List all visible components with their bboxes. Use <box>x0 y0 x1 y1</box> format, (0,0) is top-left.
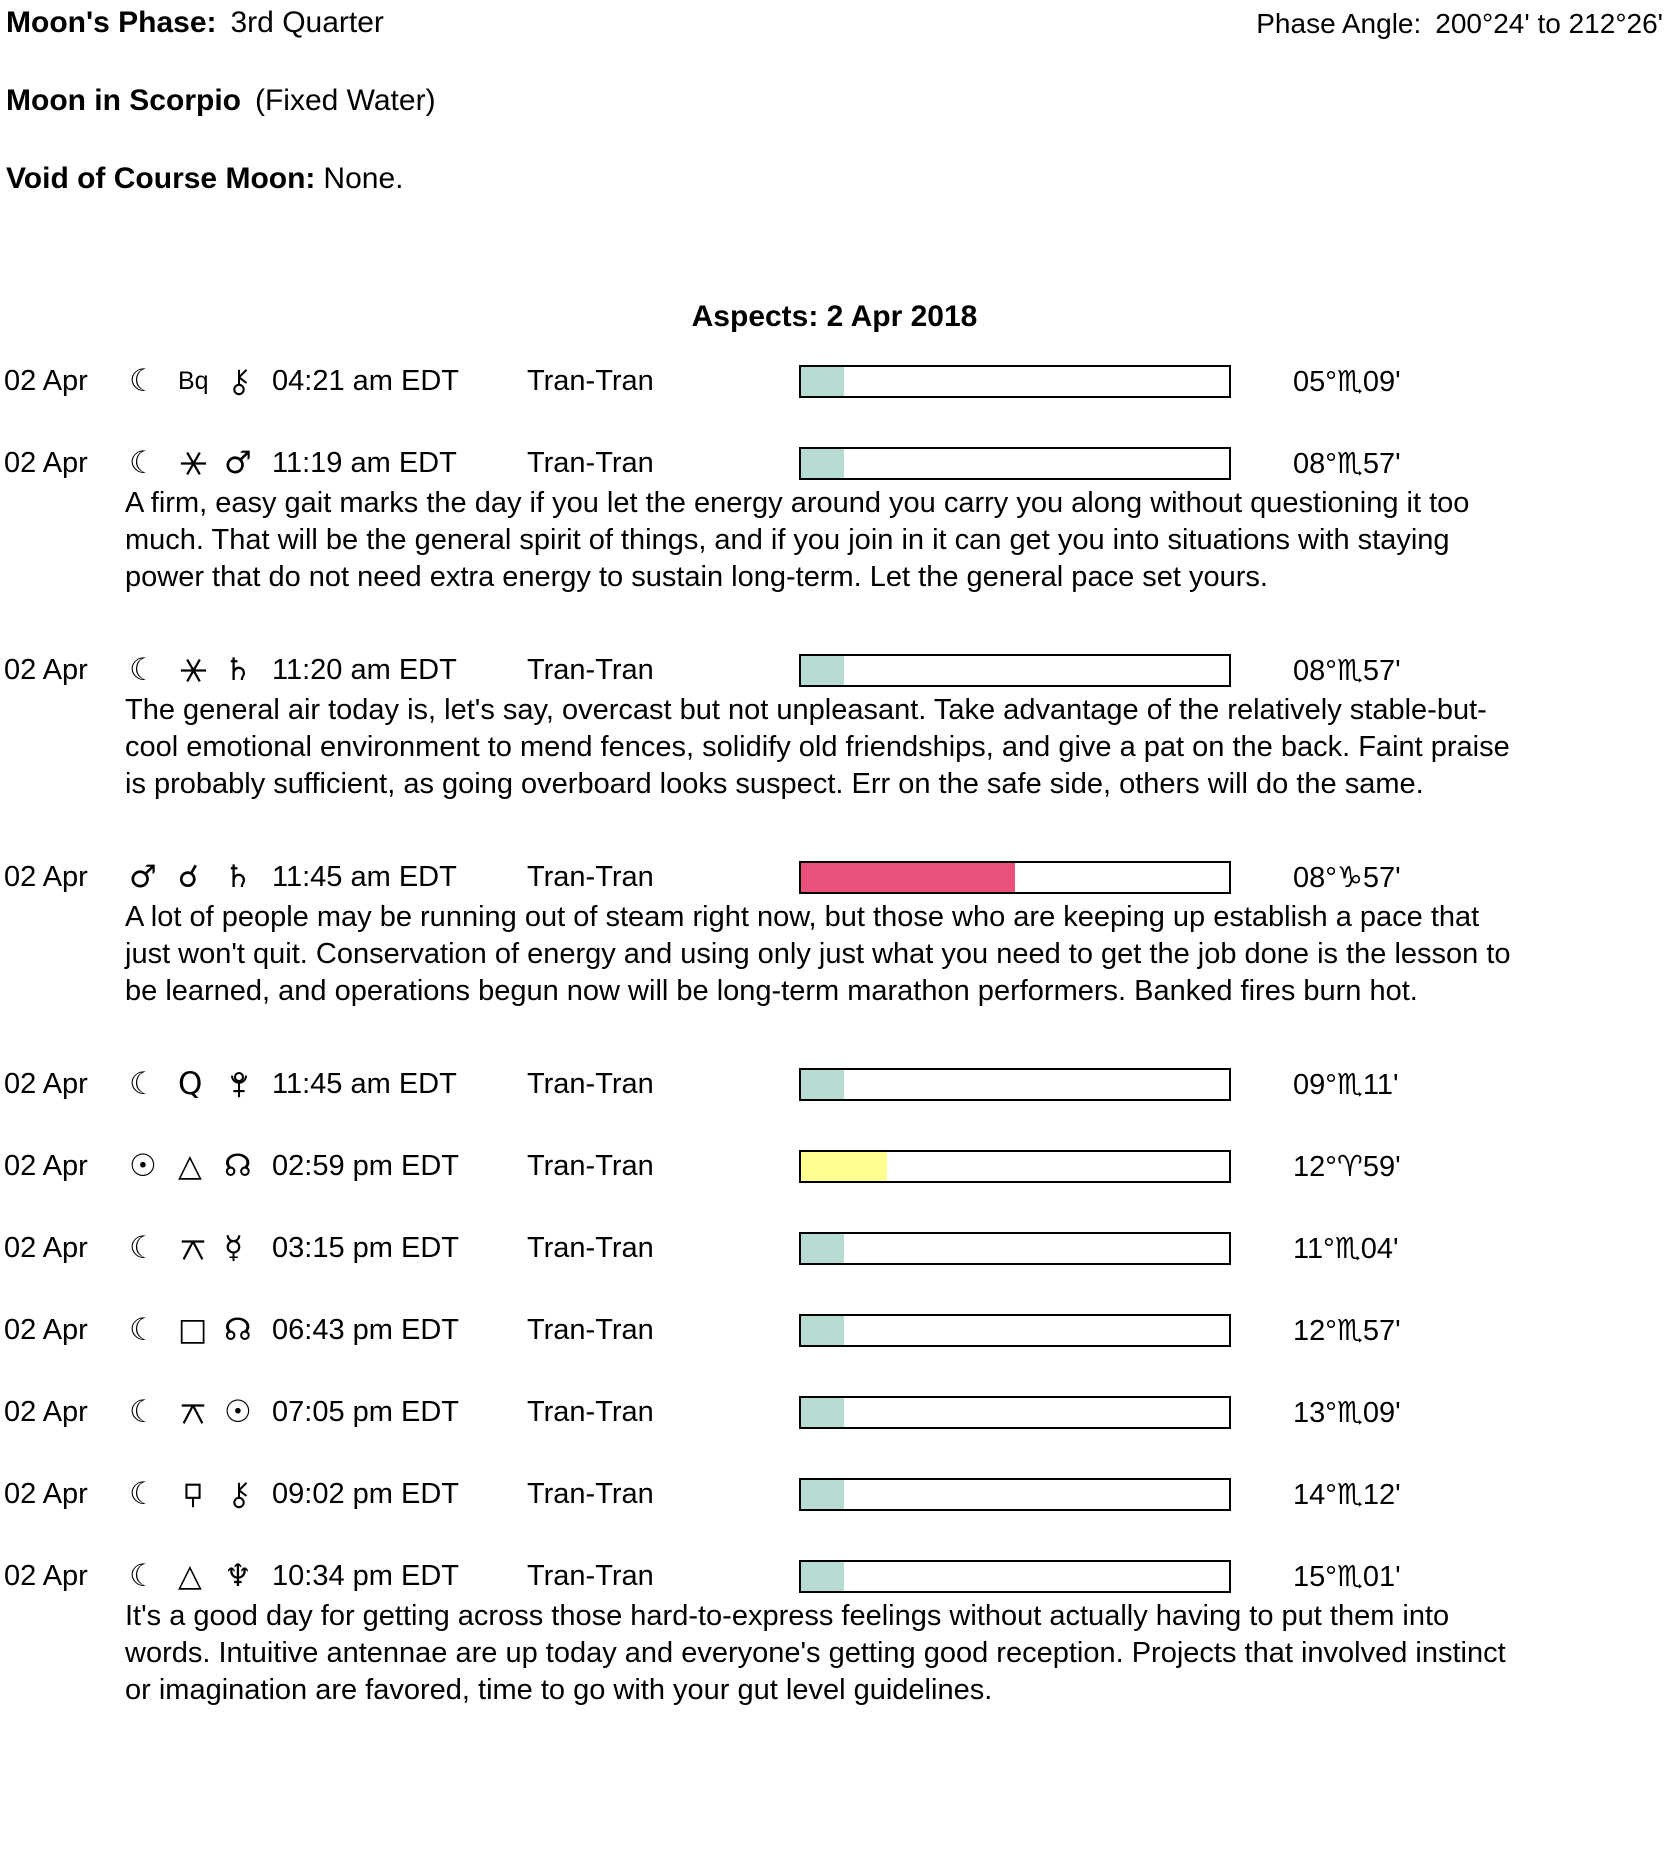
aspect-row <box>0 1476 1669 1512</box>
scorpio-icon: ♏ <box>1336 445 1363 480</box>
orb-progress-bar <box>799 365 1231 398</box>
sun-icon: ☉ <box>129 1147 157 1184</box>
aspect-time: 11:45 am EDT <box>272 1067 457 1100</box>
square-icon: □ <box>178 1311 208 1348</box>
position-minutes: 57' <box>1362 447 1401 480</box>
moon-icon: ☾ <box>129 1311 157 1348</box>
position-degrees: 12° <box>1293 1314 1337 1347</box>
orb-progress-bar <box>799 1478 1231 1511</box>
aspect-row <box>0 1230 1669 1266</box>
aspect-interpretation-text: A firm, easy gait marks the day if you let the energy around you carry you along without questioning it too much. That will be the general spirit of things, and if you join in it can get you into situations with staying power that do not need extra energy to sustain long-term. Let the general pace set yours. <box>125 487 1470 593</box>
orb-progress-fill <box>801 1234 844 1263</box>
scorpio-icon: ♏ <box>1336 1066 1363 1101</box>
neptune-icon: ♆ <box>224 1557 252 1594</box>
aspect-row <box>0 1148 1669 1184</box>
phase-angle-value: 200°24' to 212°26' <box>1435 8 1663 39</box>
scorpio-icon: ♏ <box>1336 363 1363 398</box>
moons-phase-label: Moon's Phase: <box>6 6 217 39</box>
position-degrees: 08° <box>1293 447 1337 480</box>
aspect-interpretation-text: The general air today is, let's say, overcast but not unpleasant. Take advantage of the relatively stable-but-cool emotional environment to mend fences, solidify old friendships, and give a pat on the back. Faint praise is probably sufficient, as going overboard looks suspect. Err on the safe side, others will do the same. <box>125 694 1510 800</box>
orb-progress-fill <box>801 1398 844 1427</box>
orb-progress-fill <box>801 863 1015 892</box>
aspect-row <box>0 652 1669 688</box>
scorpio-icon: ♏ <box>1336 1312 1363 1347</box>
moon-icon: ☾ <box>129 651 157 688</box>
chiron-icon <box>224 1478 272 1510</box>
conjunction-icon: ☌ <box>178 858 199 895</box>
saturn-icon: ♄ <box>224 858 252 895</box>
orb-progress-fill <box>801 656 844 685</box>
aspect-chart-type: Tran-Tran <box>527 1231 654 1264</box>
aspect-chart-type: Tran-Tran <box>527 446 654 479</box>
orb-progress-bar <box>799 447 1231 480</box>
aspect-date: 02 Apr <box>4 1149 88 1182</box>
aspect-date: 02 Apr <box>4 1395 88 1428</box>
aspect-row <box>0 445 1669 481</box>
void-of-course-label: Void of Course Moon: <box>6 162 316 195</box>
moon-icon: ☾ <box>129 1475 157 1512</box>
orb-progress-bar <box>799 1314 1231 1347</box>
aspect-chart-type: Tran-Tran <box>527 1149 654 1182</box>
moon-icon: ☾ <box>129 1393 157 1430</box>
quintile-icon: Q <box>178 1065 203 1102</box>
quincunx-icon <box>178 1396 224 1428</box>
moons-phase-value: 3rd Quarter <box>230 6 384 39</box>
position-minutes: 11' <box>1362 1068 1399 1101</box>
moon-sign-label: Moon in Scorpio <box>6 84 241 117</box>
moon-icon: ☾ <box>129 1229 157 1266</box>
position-text <box>1293 364 1401 399</box>
sextile-icon <box>178 447 224 479</box>
aspect-date: 02 Apr <box>4 1067 88 1100</box>
orb-progress-bar <box>799 1068 1231 1101</box>
aspect-chart-type: Tran-Tran <box>527 653 654 686</box>
position-degrees: 08° <box>1293 861 1337 894</box>
aspect-date: 02 Apr <box>4 446 88 479</box>
mars-icon: ♂ <box>224 444 252 481</box>
position-text <box>1293 860 1401 895</box>
position-degrees: 11° <box>1293 1232 1335 1265</box>
aspect-date: 02 Apr <box>4 1231 88 1264</box>
aspect-time: 11:20 am EDT <box>272 653 457 686</box>
orb-progress-bar <box>799 654 1231 687</box>
aspect-date: 02 Apr <box>4 1313 88 1346</box>
scorpio-icon: ♏ <box>1336 1476 1363 1511</box>
position-degrees: 05° <box>1293 365 1337 398</box>
scorpio-icon: ♏ <box>1336 652 1363 687</box>
position-minutes: 57' <box>1362 861 1401 894</box>
trine-icon: △ <box>178 1557 202 1594</box>
position-minutes: 57' <box>1362 654 1401 687</box>
position-degrees: 08° <box>1293 654 1337 687</box>
position-degrees: 14° <box>1293 1478 1337 1511</box>
north-node-icon: ☊ <box>224 1311 252 1348</box>
position-text <box>1293 1395 1401 1430</box>
position-minutes: 09' <box>1362 1396 1401 1429</box>
aspect-row <box>0 1558 1669 1594</box>
aspect-date: 02 Apr <box>4 1559 88 1592</box>
position-minutes: 12' <box>1362 1478 1401 1511</box>
chiron-icon <box>224 365 272 397</box>
sextile-icon <box>178 654 224 686</box>
north-node-icon: ☊ <box>224 1147 252 1184</box>
position-minutes: 04' <box>1360 1232 1399 1265</box>
position-degrees: 15° <box>1293 1560 1337 1593</box>
sun-icon: ☉ <box>224 1393 252 1430</box>
aspect-interpretation-text: A lot of people may be running out of steam right now, but those who are keeping up establish a pace that just won't quit. Conservation of energy and using only just what you need to get the job done is the lesson to be learned, and operations begun now will be long-term marathon performers. Banked fires burn hot. <box>125 901 1511 1007</box>
position-degrees: 12° <box>1293 1150 1337 1183</box>
orb-progress-fill <box>801 1480 844 1509</box>
phase-angle-label: Phase Angle: <box>1256 8 1422 39</box>
moon-sign-note: (Fixed Water) <box>254 84 436 117</box>
pluto-icon <box>224 1068 272 1100</box>
position-minutes: 09' <box>1362 365 1401 398</box>
position-text <box>1293 1477 1401 1512</box>
position-degrees: 09° <box>1293 1068 1337 1101</box>
aspect-date: 02 Apr <box>4 860 88 893</box>
aspect-time: 11:45 am EDT <box>272 860 457 893</box>
aspect-row <box>0 1066 1669 1102</box>
sesquiquadrate-icon <box>178 1478 224 1510</box>
aspect-time: 07:05 pm EDT <box>272 1395 459 1428</box>
position-minutes: 01' <box>1362 1560 1401 1593</box>
orb-progress-bar <box>799 1150 1231 1183</box>
aries-icon: ♈ <box>1336 1148 1363 1183</box>
void-of-course-line <box>6 162 1669 196</box>
biquintile-icon: Bq <box>178 366 209 395</box>
aspect-time: 03:15 pm EDT <box>272 1231 459 1264</box>
phase-angle <box>1256 8 1663 40</box>
aspect-interpretation-text: It's a good day for getting across those hard-to-express feelings without actually having to put them into words. Intuitive antennae are up today and everyone's getting good reception. Projects that involved instinct or imagination are favored, time to go with your gut level guidelines. <box>125 1600 1506 1706</box>
position-text <box>1293 1067 1399 1102</box>
aspect-time: 09:02 pm EDT <box>272 1477 459 1510</box>
position-text <box>1293 653 1401 688</box>
position-text <box>1293 446 1401 481</box>
aspect-time: 11:19 am EDT <box>272 446 457 479</box>
aspects-title: Aspects: 2 Apr 2018 <box>691 300 978 333</box>
aspect-chart-type: Tran-Tran <box>527 860 654 893</box>
moon-icon: ☾ <box>129 362 157 399</box>
moon-icon: ☾ <box>129 1065 157 1102</box>
orb-progress-fill <box>801 1562 844 1591</box>
saturn-icon: ♄ <box>224 651 252 688</box>
aspect-time: 02:59 pm EDT <box>272 1149 459 1182</box>
orb-progress-bar <box>799 1560 1231 1593</box>
orb-progress-fill <box>801 1070 844 1099</box>
scorpio-icon: ♏ <box>1334 1230 1361 1265</box>
aspect-chart-type: Tran-Tran <box>527 1395 654 1428</box>
orb-progress-fill <box>801 449 844 478</box>
orb-progress-fill <box>801 1152 887 1181</box>
orb-progress-bar <box>799 861 1231 894</box>
aspects-list <box>0 363 1669 1709</box>
aspect-chart-type: Tran-Tran <box>527 364 654 397</box>
position-minutes: 57' <box>1362 1314 1401 1347</box>
aspect-time: 04:21 am EDT <box>272 364 459 397</box>
moon-icon: ☾ <box>129 1557 157 1594</box>
aspect-chart-type: Tran-Tran <box>527 1313 654 1346</box>
aspect-row <box>0 1312 1669 1348</box>
orb-progress-bar <box>799 1396 1231 1429</box>
void-of-course-value: None. <box>323 162 404 195</box>
aspect-row <box>0 1394 1669 1430</box>
orb-progress-bar <box>799 1232 1231 1265</box>
quincunx-icon <box>178 1232 224 1264</box>
report-header <box>0 0 1669 196</box>
aspect-date: 02 Apr <box>4 364 88 397</box>
aspect-row <box>0 859 1669 895</box>
aspect-time: 06:43 pm EDT <box>272 1313 459 1346</box>
aspect-chart-type: Tran-Tran <box>527 1067 654 1100</box>
position-degrees: 13° <box>1293 1396 1337 1429</box>
moon-icon: ☾ <box>129 444 157 481</box>
aspect-chart-type: Tran-Tran <box>527 1559 654 1592</box>
orb-progress-fill <box>801 367 844 396</box>
scorpio-icon: ♏ <box>1336 1558 1363 1593</box>
mars-icon: ♂ <box>129 858 157 895</box>
aspect-date: 02 Apr <box>4 1477 88 1510</box>
aspect-date: 02 Apr <box>4 653 88 686</box>
capricorn-icon: ♑ <box>1336 859 1363 894</box>
aspect-time: 10:34 pm EDT <box>272 1559 459 1592</box>
trine-icon: △ <box>178 1147 202 1184</box>
moon-sign-line <box>6 84 1669 118</box>
position-text <box>1293 1149 1401 1184</box>
aspect-row <box>0 363 1669 399</box>
scorpio-icon: ♏ <box>1336 1394 1363 1429</box>
position-minutes: 59' <box>1362 1150 1401 1183</box>
orb-progress-fill <box>801 1316 844 1345</box>
mercury-icon: ☿ <box>224 1229 244 1266</box>
aspect-chart-type: Tran-Tran <box>527 1477 654 1510</box>
position-text <box>1293 1231 1399 1266</box>
position-text <box>1293 1559 1401 1594</box>
position-text <box>1293 1313 1401 1348</box>
